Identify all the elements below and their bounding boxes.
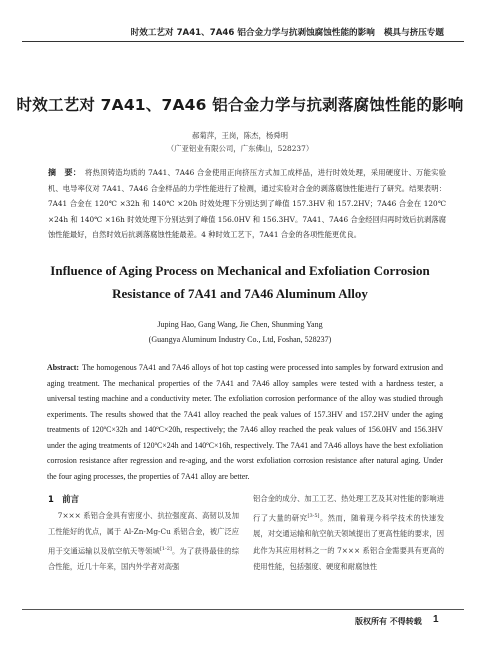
left-paragraph [48, 508, 239, 576]
english-affiliation: (Guangya Aluminum Industry Co., Ltd, Foshan, 528237) [148, 335, 332, 344]
chinese-title: 时效工艺对 7A41、7A46 铝合金力学与抗剥落腐蚀性能的影响 [16, 96, 464, 114]
chinese-affiliation: （广亚铝业有限公司，广东佛山，528237） [166, 144, 314, 153]
left-paragraph-text-1: 7××× 系铝合金具有密度小、抗拉强度高、高韧以及加工性能好的优点，属于 Al-Zn-Mg-Cu 系铝合金，被广泛应用于交通运输以及航空航天等领域 [48, 510, 239, 555]
running-title: 时效工艺对 7A41、7A46 铝合金力学与抗剥蚀腐蚀性能的影响 [130, 28, 375, 38]
column-name: 模具与挤压专题 [383, 28, 444, 38]
page-number: 1 [433, 614, 439, 625]
body-right-column [253, 491, 444, 576]
chinese-abstract [48, 165, 446, 243]
left-paragraph-text-2: 。为了获得最佳的综合性能，近几十年来，国内外学者对高强 [48, 545, 240, 572]
section-title-introduction: 1 前言 [48, 494, 79, 504]
header-divider [22, 41, 464, 42]
chinese-abstract-text: 将热顶铸造均质的 7A41、7A46 合金使用正向挤压方式加工成样品，进行时效处理，采用硬度计、万能实验机、电导率仪对 7A41、7A46 合金样品的力学性能进行了检测，通过实验对合金的剥落腐蚀性能进行了研究。结果表明：7A41 合金在 120℃ ×32h 和 140℃ ×20h 时效处理下分别达到了峰值 157.3HV 和 157.2HV；7A46 合金在 120℃ ×24h 和 140℃ ×16h 时效处理下分别达到了峰值 156.0HV 和 156.3HV。7A41、7A46 合金经回归再时效后抗剥落腐蚀性能最好，自然时效后抗剥落腐蚀性能最差。4 种时效工艺下，7A41 合金的各项性能更优良。 [48, 168, 447, 239]
english-authors: Juping Hao, Gang Wang, Jie Chen, Shunming Yang [157, 320, 323, 329]
citation-1-2: [1-2] [159, 545, 172, 552]
running-header [0, 0, 480, 40]
body-left-column [48, 491, 239, 576]
english-abstract-label: Abstract: [47, 363, 79, 372]
chinese-abstract-label: 摘 要： [48, 168, 82, 177]
right-paragraph-text-1: 铝合金的成分、加工工艺、热处理工艺及其对性能的影响进行了大量的研究 [253, 494, 444, 522]
english-abstract-text: The homogenous 7A41 and 7A46 alloys of hot top casting were processed into samples by forward extrusion and aging treatment. The mechanical properties of the 7A41 and 7A46 alloy samples were tested with a hardness tester, a universal testing machine and a conductivity meter. The exfoliation corrosion performance of the alloy was studied through experiments. The results showed that the 7A41 alloy reached the peak values of 157.3HV and 157.2HV under the aging treatments of 120ºC×32h and 140ºC×20h, respectively; the 7A46 alloy reached the peak values of 156.0HV and 156.3HV under the aging treatments of 120ºC×24h and 140ºC×16h, respectively. The 7A41 and 7A46 alloys have the best exfoliation corrosion resistance after regression and re-aging, and the worst exfoliation corrosion resistance after natural aging. Under the four aging processes, the properties of 7A41 alloy are better. [47, 363, 443, 481]
chinese-authors: 郝菊萍，王岗，陈杰，杨舜明 [191, 131, 289, 140]
right-paragraph-text-2: 。然而，随着现今科学技术的快速发展，对交通运输和航空航天领域提出了更高性能的要求，因此作为其应用材料之一的 7××× 系铝合金需要具有更高的使用性能，包括强度、硬度和耐腐蚀性 [253, 512, 445, 572]
footer-divider [22, 609, 464, 610]
citation-3-5: [3-5] [307, 512, 320, 519]
english-title: Influence of Aging Process on Mechanical and Exfoliation Corrosion Resistance of 7A41 and 7A46 Aluminum Alloy [50, 263, 430, 301]
copyright-notice: 版权所有 不得转载 [355, 617, 422, 626]
running-header-text [131, 26, 444, 38]
english-abstract [47, 360, 443, 484]
